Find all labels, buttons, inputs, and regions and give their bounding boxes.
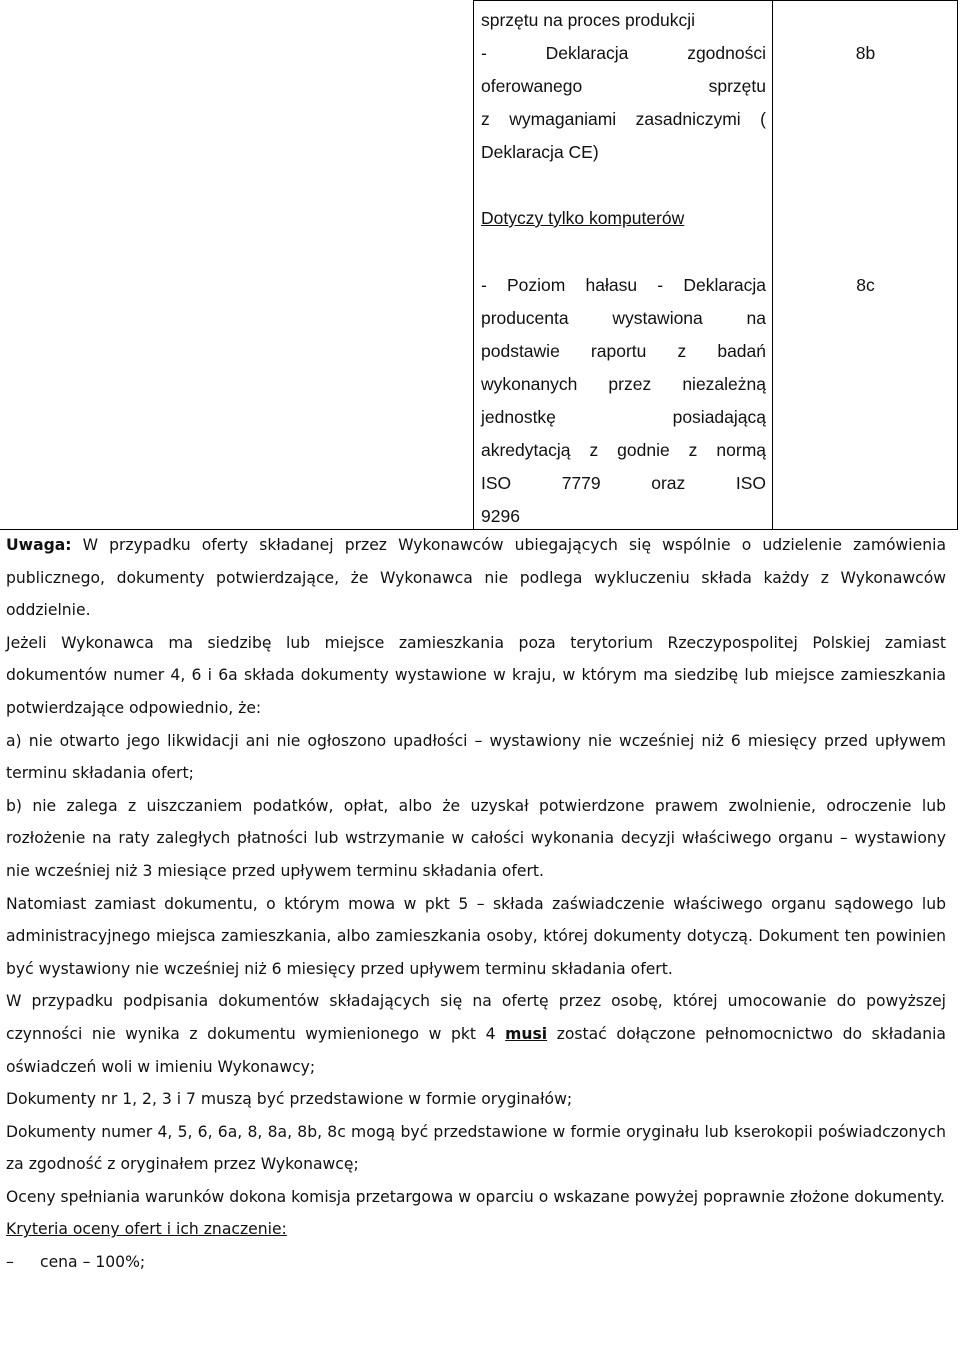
- paragraph-evaluation: Oceny spełniania warunków dokona komisja przetargowa w oparciu o wskazane powyżej poprawnie złożone dokumenty.: [6, 1187, 945, 1206]
- uwaga-text: W przypadku oferty składanej przez Wykonawców ubiegających się wspólnie o udzielenie zamówienia publicznego, dokumenty potwierdzające, że Wykonawca nie podlega wykluczeniu składa każdy z Wykonawców oddzielnie.: [6, 536, 946, 620]
- table-cell-line: Deklaracja CE): [481, 142, 599, 162]
- paragraph-foreign-seat: Jeżeli Wykonawca ma siedzibę lub miejsce zamieszkania poza terytorium Rzeczypospolitej Polskiej zamiast dokumentów numer 4, 6 i 6a składa dokumenty wystawione w kraju, w którym ma siedzibę lub miejsce zamieszkania potwierdzające odpowiednio, że:: [6, 633, 946, 717]
- list-dash: –: [6, 1253, 14, 1272]
- criteria-price: cena – 100%;: [40, 1253, 146, 1272]
- table-cell-line: producenta wystawiona na: [481, 308, 766, 328]
- text-segment: zostać dołączone pełnomocnictwo do składania oświadczeń woli w imieniu Wykonawcy;: [6, 1024, 946, 1076]
- table-note-computers: [481, 202, 766, 235]
- table-cell-line: sprzętu na proces produkcji: [481, 10, 695, 30]
- emphasis-musi: musi: [505, 1024, 548, 1043]
- uwaga-label: Uwaga:: [6, 536, 72, 554]
- table-cell-line: wykonanych przez niezależną: [481, 374, 766, 394]
- table-border-middle: [772, 0, 773, 530]
- table-cell-line: 9296: [481, 506, 520, 526]
- table-code-8c: 8c: [856, 275, 875, 295]
- table-code-8b: 8b: [855, 43, 876, 63]
- paragraph-power-of-attorney: [6, 985, 946, 1083]
- criteria-heading: Kryteria oceny ofert i ich znaczenie:: [6, 1220, 287, 1239]
- paragraph-originals: Dokumenty nr 1, 2, 3 i 7 muszą być przedstawione w formie oryginałów;: [6, 1090, 573, 1109]
- table-border-top: [473, 0, 958, 1]
- paragraph-point-b: b) nie zalega z uiszczaniem podatków, opłat, albo że uzyskał potwierdzone prawem zwolnienie, odroczenie lub rozłożenie na raty zaległych płatności lub wstrzymanie w całości wykonania decyzji właściwego organu – wystawiony nie wcześniej niż 3 miesiące przed upływem terminu składania ofert.: [6, 796, 946, 880]
- table-cell-line: - Poziom hałasu - Deklaracja: [481, 275, 766, 295]
- table-border-left: [473, 0, 474, 530]
- criteria-list-item: [6, 1246, 946, 1279]
- table-cell-line: z wymaganiami zasadniczymi (: [481, 109, 766, 129]
- paragraph-copies: Dokumenty numer 4, 5, 6, 6a, 8, 8a, 8b, 8c mogą być przedstawione w formie oryginału lub kserokopii poświadczonych za zgodność z oryginałem przez Wykonawcę;: [6, 1122, 946, 1174]
- table-cell-line: jednostkę posiadającą: [481, 407, 766, 427]
- table-row-requirement-noise: [481, 269, 766, 533]
- table-cell-line: oferowanego sprzętu: [481, 76, 766, 96]
- table-cell-line: podstawie raportu z badań: [481, 341, 766, 361]
- table-cell-line: akredytacją z godnie z normą: [481, 440, 766, 460]
- uwaga-paragraph: [6, 529, 946, 627]
- requirements-table: [0, 0, 958, 530]
- table-border-right: [957, 0, 958, 530]
- table-row-requirement-ce: [481, 4, 766, 169]
- document-body: [6, 529, 946, 1279]
- table-note-text: Dotyczy tylko komputerów: [481, 208, 685, 228]
- table-cell-line: ISO 7779 oraz ISO: [481, 473, 766, 493]
- paragraph-point-a: a) nie otwarto jego likwidacji ani nie ogłoszono upadłości – wystawiony nie wcześniej niż 6 miesięcy przed upływem terminu składania ofert;: [6, 731, 946, 783]
- text-segment: W przypadku podpisania dokumentów składających się na ofertę przez osobę, której umocowanie do powyższej czynności nie wynika z dokumentu wymienionego w pkt 4: [6, 992, 946, 1043]
- paragraph-instead-document: Natomiast zamiast dokumentu, o którym mowa w pkt 5 – składa zaświadczenie właściwego organu sądowego lub administracyjnego miejsca zamieszkania, albo zamieszkania osoby, której dokumenty dotyczą. Dokument ten powinien być wystawiony nie wcześniej niż 6 miesięcy przed upływem terminu składania ofert.: [6, 894, 946, 978]
- table-cell-line: - Deklaracja zgodności: [481, 43, 766, 63]
